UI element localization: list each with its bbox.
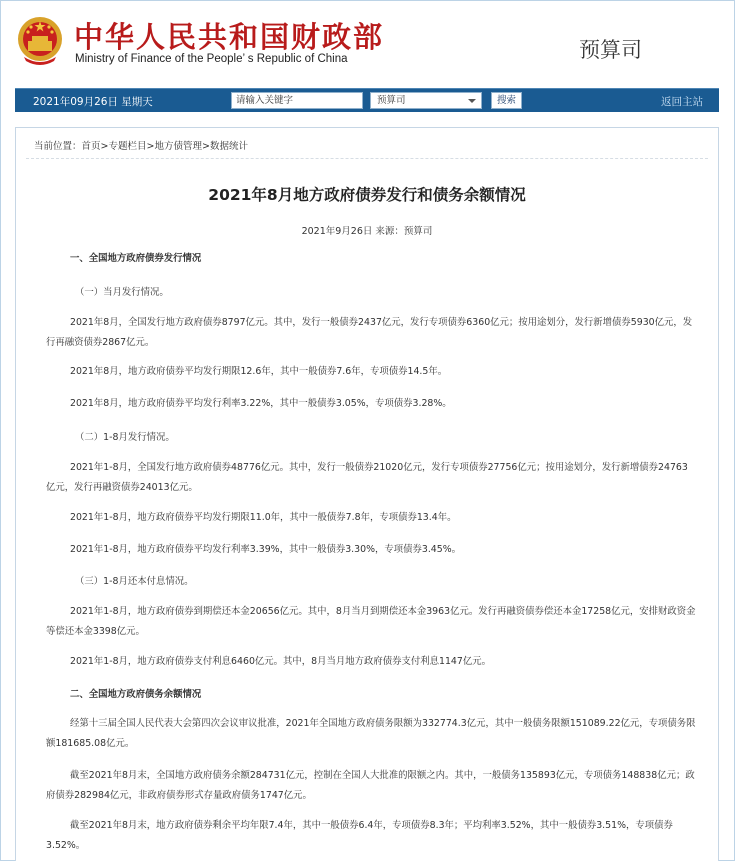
search-input[interactable]: 请输入关键字: [231, 92, 363, 109]
subsection-heading: （二）1-8月发行情况。: [75, 432, 175, 443]
article-paragraph: 经第十三届全国人民代表大会第四次会议审议批准，2021年全国地方政府债务限额为332774.3亿元，其中一般债务限额151089.22亿元，专项债务限额181685.08亿元。: [46, 718, 696, 749]
article-paragraph: 2021年1-8月，地方政府债券平均发行利率3.39%，其中一般债券3.30%，专项债券3.45%。: [70, 544, 462, 555]
article-paragraph: 2021年8月，地方政府债券平均发行期限12.6年，其中一般债券7.6年，专项债券14.5年。: [70, 366, 448, 377]
breadcrumb-separator: >: [202, 141, 210, 152]
article-container: [15, 127, 719, 861]
subsection-heading: （三）1-8月还本付息情况。: [75, 576, 194, 587]
chevron-down-icon: [468, 99, 476, 103]
breadcrumb-item-statistics[interactable]: 数据统计: [209, 141, 248, 152]
search-button[interactable]: 搜索: [491, 92, 522, 109]
breadcrumb-separator: >: [146, 141, 155, 152]
site-header: [1, 1, 734, 83]
breadcrumb: [34, 138, 248, 152]
article-paragraph: 2021年1-8月，地方政府债券平均发行期限11.0年，其中一般债券7.8年，专项债券13.4年。: [70, 512, 457, 523]
department-name: 预算司: [579, 38, 642, 62]
section-heading: 一、全国地方政府债券发行情况: [70, 253, 202, 264]
article-title: 2021年8月地方政府债券发行和债务余额情况: [208, 186, 526, 204]
return-home-link[interactable]: 返回主站: [661, 96, 703, 108]
article-paragraph: 2021年8月，地方政府债券平均发行利率3.22%，其中一般债券3.05%，专项债券3.28%。: [70, 398, 452, 409]
breadcrumb-prefix: 当前位置：: [34, 141, 82, 152]
article-paragraph: 截至2021年8月末，全国地方政府债务余额284731亿元，控制在全国人大批准的限额之内。其中，一般债务135893亿元，专项债务148838亿元；政府债券282984亿元，非政府债券形式存量政府债务1747亿元。: [46, 770, 695, 801]
navigation-bar: [15, 88, 719, 112]
breadcrumb-item-home[interactable]: 首页: [81, 141, 101, 152]
breadcrumb-divider: [26, 158, 708, 159]
department-select[interactable]: [370, 92, 482, 109]
subsection-heading: （一）当月发行情况。: [75, 287, 169, 298]
current-date: 2021年09月26日 星期天: [33, 96, 153, 108]
article-paragraph: 截至2021年8月末，地方政府债券剩余平均年限7.4年，其中一般债券6.4年，专项债券8.3年；平均利率3.52%，其中一般债券3.51%，专项债券3.52%。: [46, 820, 673, 851]
article-paragraph: 2021年8月，全国发行地方政府债券8797亿元。其中，发行一般债券2437亿元，发行专项债券6360亿元；按用途划分，发行新增债券5930亿元，发行再融资债券2867亿元。: [46, 317, 693, 348]
site-title: 中华人民共和国财政部: [74, 20, 385, 54]
breadcrumb-separator: >: [100, 141, 109, 152]
article-paragraph: 2021年1-8月，全国发行地方政府债券48776亿元。其中，发行一般债券21020亿元，发行专项债券27756亿元；按用途划分，发行新增债券24763亿元，发行再融资债券24013亿元。: [46, 462, 688, 493]
breadcrumb-item-debt-management[interactable]: 地方债管理: [154, 141, 202, 152]
breadcrumb-item-topics[interactable]: 专题栏目: [108, 141, 147, 152]
site-subtitle: Ministry of Finance of the People’ s Republic of China: [75, 53, 348, 65]
section-heading: 二、全国地方政府债务余额情况: [70, 689, 202, 700]
national-emblem-icon: [16, 13, 64, 67]
article-paragraph: 2021年1-8月，地方政府债券到期偿还本金20656亿元。其中，8月当月到期偿还本金3963亿元。发行再融资债券偿还本金17258亿元，安排财政资金等偿还本金3398亿元。: [46, 606, 696, 637]
article-paragraph: 2021年1-8月，地方政府债券支付利息6460亿元。其中，8月当月地方政府债券支付利息1147亿元。: [70, 656, 491, 667]
article-meta: 2021年9月26日 来源：预算司: [301, 226, 433, 237]
department-select-value: 预算司: [377, 95, 406, 106]
